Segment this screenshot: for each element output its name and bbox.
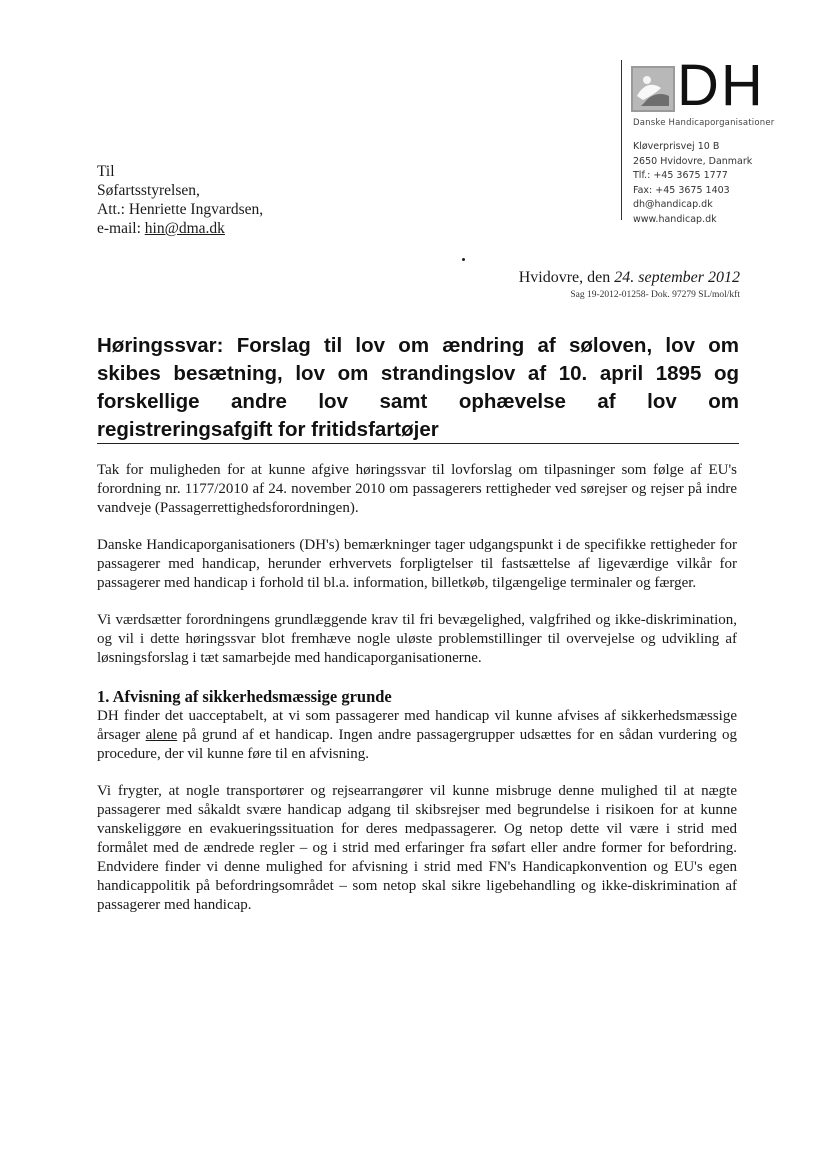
organization-name: Danske Handicaporganisationer xyxy=(633,118,775,128)
fax-number: Fax: +45 3675 1403 xyxy=(633,184,730,196)
section-1-paragraph-1 xyxy=(97,707,737,764)
stray-mark xyxy=(462,258,465,261)
date-line xyxy=(519,268,740,288)
recipient-email-line xyxy=(97,219,263,238)
date-value: 24. september 2012 xyxy=(614,269,740,286)
recipient-attention: Att.: Henriette Ingvardsen, xyxy=(97,201,264,218)
paragraph-dh-remarks: Danske Handicaporganisationers (DH's) bemærkninger tager udgangspunkt i de specifikke rettigheder for passagerer med handicap, herunder erhvervets forpligtelser til fastsættelse af ligeværdige vilkår for passagerer med handicap i forhold til bl.a. information, billetkøb, tilgængelige terminaler og færger. xyxy=(97,537,737,591)
case-reference: Sag 19-2012-01258- Dok. 97279 SL/mol/kft xyxy=(570,290,740,300)
address-street: Kløverprisvej 10 B xyxy=(633,141,720,152)
address-city: 2650 Hvidovre, Danmark xyxy=(633,155,753,167)
s1p1-text-start: DH finder det uacceptabelt, at vi som passagerer med handicap vil kunne afvises af sikkerhedsmæssige årsager xyxy=(97,708,737,743)
recipient-email-label: e-mail: xyxy=(97,220,145,237)
letterhead-divider xyxy=(621,60,622,220)
title-underline xyxy=(97,443,739,444)
date-block xyxy=(519,268,740,302)
date-place: Hvidovre, den xyxy=(518,269,615,286)
recipient-email-link[interactable]: hin@dma.dk xyxy=(144,220,225,237)
phone-number: Tlf.: +45 3675 1777 xyxy=(633,170,728,181)
paragraph-intro: Tak for muligheden for at kunne afgive høringssvar til lovforslag om tilpasninger som følge af EU's forordning nr. 1177/2010 af 24. november 2010 om passagerers rettigheder ved sørejser og rejser på indre vandveje (Passagerrettighedsforordningen). xyxy=(97,462,737,516)
contact-block xyxy=(633,140,752,227)
section-1-paragraph-2: Vi frygter, at nogle transportører og rejsearrangører vil kunne misbruge denne mulighed til at nægte passagerer med såkaldt svære handicap adgang til skibsrejser med begrundelse i risikoen for at kunne vanskeliggøre en evakueringssituation for deres medpassagerer. Og netop dette vil være i strid med formålet med de ændrede regler – og i strid med erfaringer fra søfart eller andre former for befordring. Endvidere finder vi denne mulighed for afvisning i strid med FN's Handicapkonvention og EU's egen handicappolitik på befordringsområdet – som netop skal sikre ligebehandling og ikke-diskrimination af passagerer med handicap. xyxy=(97,783,737,913)
section-1-heading: 1. Afvisning af sikkerhedsmæssige grunde xyxy=(97,687,392,706)
letter-body xyxy=(97,461,737,933)
recipient-block xyxy=(97,162,263,238)
s1p1-underlined-word: alene xyxy=(145,727,178,743)
s1p1-text-end: på grund af et handicap. Ingen andre passagergrupper udsættes for en sådan vurdering og procedure, der vil kunne føre til en afvisning. xyxy=(97,727,737,762)
paragraph-appreciation: Vi værdsætter forordningens grundlæggende krav til fri bevægelighed, valgfrihed og ikke-diskrimination, og vil i dette høringssvar blot fremhæve nogle uløste problemstillinger til overvejelse og udvikling af løsningsforslag i tæt samarbejde med handicaporganisationerne. xyxy=(97,612,737,666)
contact-website: www.handicap.dk xyxy=(633,213,717,225)
contact-email: dh@handicap.dk xyxy=(633,199,713,210)
logo-text: DH xyxy=(677,53,765,118)
logo-graphic-icon xyxy=(631,66,675,112)
recipient-organization: Søfartsstyrelsen, xyxy=(97,182,200,199)
document-title: Høringssvar: Forslag til lov om ændring af søloven, lov om skibes besætning, lov om strandingslov af 10. april 1895 og forskellige andre lov samt ophævelse af lov om registreringsafgift for fritidsfartøjer xyxy=(97,334,739,441)
recipient-to: Til xyxy=(97,163,115,180)
dh-logo xyxy=(631,53,811,118)
